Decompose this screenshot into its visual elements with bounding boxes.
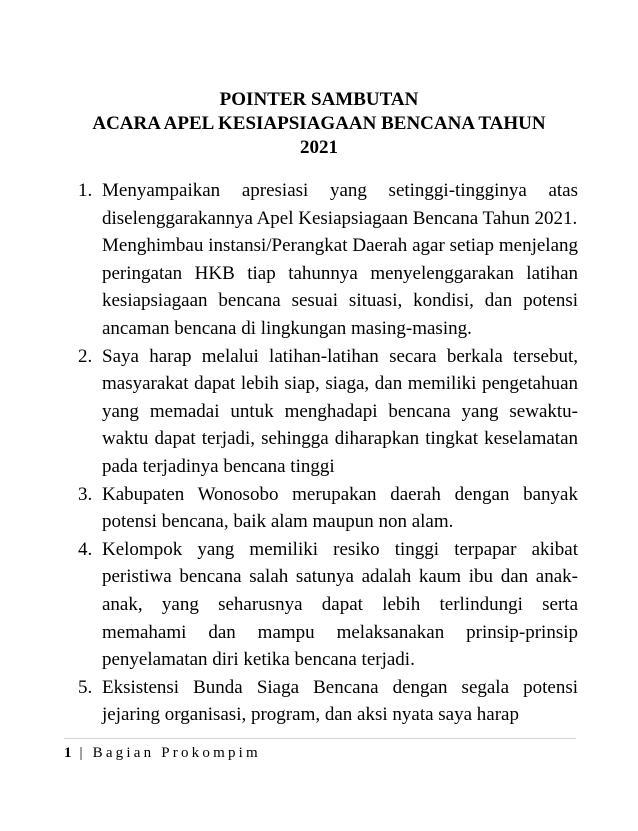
list-item-number: 1. [78, 180, 93, 201]
list-item [74, 674, 578, 729]
list-item [74, 536, 578, 674]
list-item [74, 177, 578, 343]
list-item [74, 343, 578, 481]
pointer-list [74, 177, 578, 729]
list-item-paragraph: Saya harap melalui latihan-latihan secara berkala tersebut, masyarakat dapat lebih siap, siaga, dan memiliki pengetahuan yang memadai untuk menghadapi bencana yang sewaktu-waktu dapat terjadi, sehingga diharapkan tingkat keselamatan pada terjadinya bencana tinggi [102, 345, 578, 477]
footer-divider [64, 738, 576, 739]
title-line-3: 2021 [300, 137, 338, 158]
list-item-number: 2. [78, 345, 93, 367]
list-item-paragraph: Menyampaikan apresiasi yang setinggi-tingginya atas diselenggarakannya Apel Kesiapsiagaan Bencana Tahun 2021. [102, 180, 578, 229]
page-footer [64, 743, 261, 763]
list-item-paragraph: Eksistensi Bunda Siaga Bencana dengan segala potensi jejaring organisasi, program, dan aksi nyata saya harap [102, 676, 578, 726]
page-number: 1 [64, 745, 73, 761]
title-line-2: ACARA APEL KESIAPSIAGAAN BENCANA TAHUN [92, 113, 546, 134]
list-item-body [102, 674, 578, 729]
list-item-paragraph: Kabupaten Wonosobo merupakan daerah dengan banyak potensi bencana, baik alam maupun non alam. [102, 483, 578, 533]
list-item-body [102, 536, 578, 674]
list-item-number: 5. [78, 676, 93, 698]
footer-text: Bagian Prokompim [92, 745, 261, 761]
list-item-paragraph: Menghimbau instansi/Perangkat Daerah agar setiap menjelang peringatan HKB tiap tahunnya menyelenggarakan latihan kesiapsiagaan bencana sesuai situasi, kondisi, dan potensi ancaman bencana di lingkungan masing-masing. [102, 235, 578, 339]
document-title [60, 88, 578, 160]
list-item-body [102, 177, 578, 343]
title-line-1: POINTER SAMBUTAN [219, 89, 419, 110]
list-item-body [102, 481, 578, 536]
footer-separator: | [79, 745, 86, 761]
list-item-paragraph: Kelompok yang memiliki resiko tinggi terpapar akibat peristiwa bencana salah satunya adalah kaum ibu dan anak-anak, yang seharusnya dapat lebih terlindungi serta memahami dan mampu melaksanakan prinsip-prinsip penyelamatan diri ketika bencana terjadi. [102, 538, 578, 671]
list-item [74, 481, 578, 536]
list-item-body [102, 343, 578, 481]
list-item-number: 3. [78, 483, 93, 505]
list-item-number: 4. [78, 538, 93, 560]
